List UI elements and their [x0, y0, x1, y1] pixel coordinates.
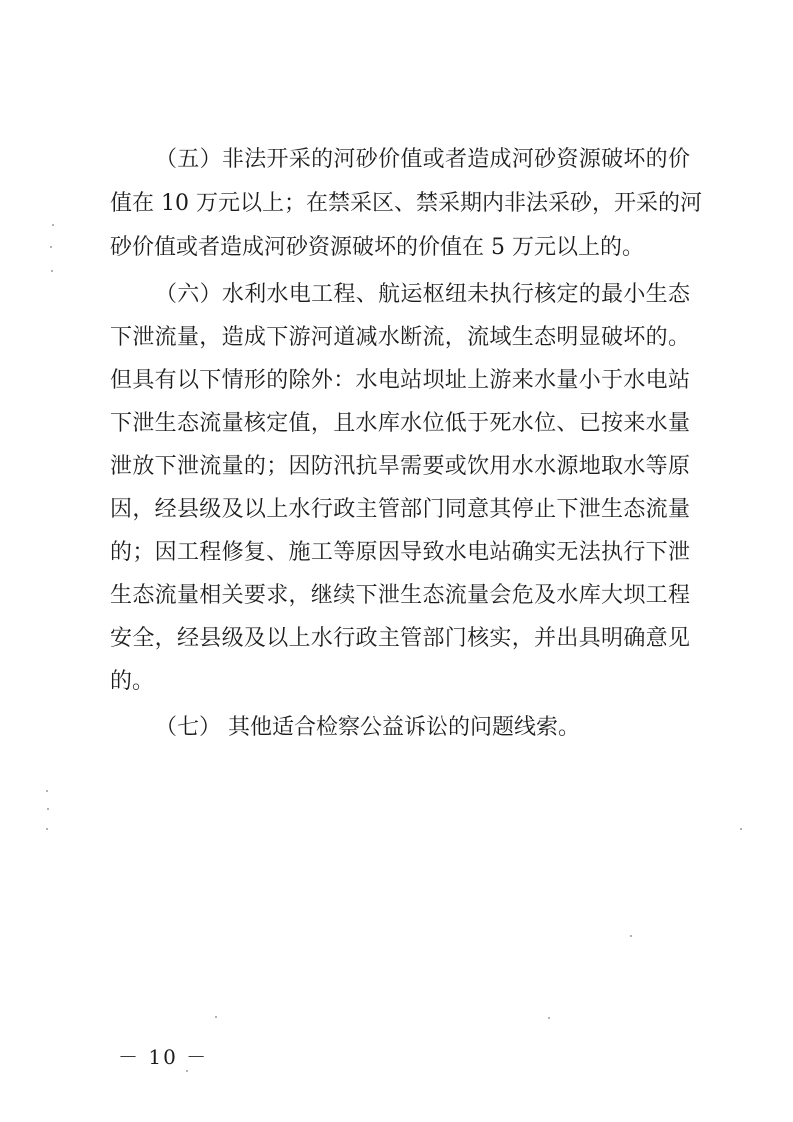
paragraph-6-line-8: 生态流量相关要求，继续下泄生态流量会危及水库大坝工程 [110, 583, 690, 608]
scan-speck [215, 1016, 217, 1018]
scan-speck [46, 828, 48, 830]
scan-speck [52, 224, 54, 226]
scan-speck [740, 828, 742, 830]
paragraph-5-line-2: 值在 10 万元以上；在禁采区、禁采期内非法采砂，开采的河 [110, 191, 702, 216]
page-number: － 10 － [118, 1045, 209, 1069]
scan-speck [630, 935, 632, 937]
scan-speck [186, 1070, 188, 1072]
paragraph-6-line-2: 下泄流量，造成下游河道减水断流，流域生态明显破坏的。 [110, 325, 690, 350]
scan-speck [46, 790, 48, 792]
paragraph-5-line-3: 砂价值或者造成河砂资源破坏的价值在 5 万元以上的。 [110, 235, 644, 260]
paragraph-6-line-4: 下泄生态流量核定值，且水库水位低于死水位、已按来水量 [110, 411, 690, 436]
paragraph-6-line-9: 安全，经县级及以上水行政主管部门核实，并出具明确意见 [110, 626, 690, 651]
paragraph-6-line-1: （六）水利水电工程、航运枢纽未执行核定的最小生态 [155, 282, 690, 307]
scan-speck [47, 808, 49, 810]
paragraph-5-line-1: （五）非法开采的河砂价值或者造成河砂资源破坏的价 [155, 147, 690, 172]
paragraph-7-line-1: （七） 其他适合检察公益诉讼的问题线索。 [155, 715, 580, 740]
scan-speck [50, 246, 52, 248]
scan-speck [51, 270, 53, 272]
paragraph-6-line-10: 的。 [110, 669, 155, 694]
scan-speck [548, 1017, 550, 1019]
paragraph-6-line-6: 因，经县级及以上水行政主管部门同意其停止下泄生态流量 [110, 497, 690, 522]
paragraph-6-line-5: 泄放下泄流量的；因防汛抗旱需要或饮用水水源地取水等原 [110, 454, 690, 479]
paragraph-6-line-3: 但具有以下情形的除外：水电站坝址上游来水量小于水电站 [110, 368, 690, 393]
paragraph-6-line-7: 的；因工程修复、施工等原因导致水电站确实无法执行下泄 [110, 540, 690, 565]
